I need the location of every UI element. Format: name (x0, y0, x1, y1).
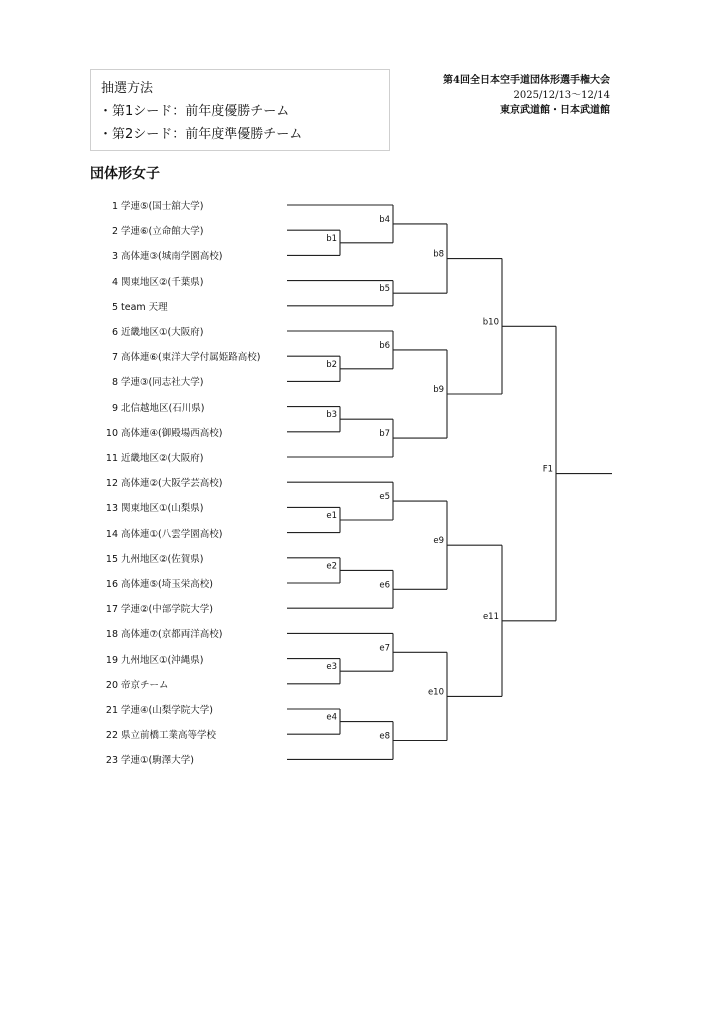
team-number: 8 (111, 377, 118, 389)
team-number: 15 (105, 553, 118, 565)
match-label-b9: b9 (433, 385, 444, 395)
match-label-F1: F1 (542, 464, 553, 475)
match-label-e6: e6 (379, 580, 390, 591)
team-name: 学連④(山梨学院大学) (121, 705, 213, 716)
team-name: 近畿地区①(大阪府) (121, 327, 204, 338)
team-number: 11 (105, 453, 118, 464)
team-number: 5 (111, 301, 118, 313)
team-name: 学連①(駒澤大学) (121, 755, 194, 767)
team-number: 18 (105, 629, 118, 641)
team-number: 16 (105, 579, 118, 590)
team-name: 帝京チーム (121, 679, 169, 691)
match-label-e3: e3 (326, 662, 337, 673)
match-label-e11: e11 (482, 611, 499, 622)
match-label-b10: b10 (482, 317, 499, 328)
team-name: 関東地区①(山梨県) (121, 503, 204, 515)
match-label-b7: b7 (379, 429, 390, 440)
team-name: 九州地区②(佐賀県) (121, 553, 204, 565)
team-number: 22 (105, 730, 118, 742)
team-name: 高体連①(八雲学園高校) (121, 528, 223, 540)
team-number: 7 (111, 352, 118, 364)
team-name: 県立前橋工業高等学校 (121, 730, 217, 742)
team-name: 北信越地区(石川県) (121, 402, 205, 414)
team-name: 関東地区②(千葉県) (121, 276, 204, 288)
match-label-e2: e2 (326, 561, 337, 572)
team-name: 高体連③(城南学園高校) (121, 251, 223, 263)
team-number: 17 (105, 604, 118, 616)
event-venue: 東京武道館・日本武道館 (500, 105, 610, 116)
match-label-e9: e9 (433, 536, 444, 547)
team-number: 3 (111, 251, 118, 263)
team-number: 6 (111, 327, 118, 338)
team-number: 20 (105, 679, 118, 691)
team-name: 学連⑤(国士舘大学) (121, 201, 204, 212)
match-label-e4: e4 (326, 712, 337, 723)
match-label-b5: b5 (379, 284, 390, 295)
team-name: 学連②(中部学院大学) (121, 604, 213, 616)
match-label-b6: b6 (379, 340, 390, 351)
match-label-b2: b2 (326, 359, 337, 370)
team-number: 1 (111, 201, 118, 212)
team-number: 13 (105, 503, 118, 515)
event-dates: 2025/12/13～12/14 (513, 90, 610, 101)
team-name: 九州地区①(沖縄県) (121, 654, 204, 666)
seed-rule-2: ・第2シード：前年度準優勝チーム (99, 127, 303, 142)
match-label-e1: e1 (326, 511, 337, 521)
section-title: 団体形女子 (90, 166, 160, 182)
team-number: 21 (105, 705, 118, 716)
seed-rule-1: ・第1シード：前年度優勝チーム (99, 104, 290, 119)
match-label-b8: b8 (433, 249, 444, 260)
match-label-e8: e8 (379, 731, 390, 742)
match-label-b3: b3 (326, 410, 337, 421)
match-label-e5: e5 (379, 492, 390, 503)
team-number: 2 (111, 226, 118, 238)
team-number: 23 (105, 755, 118, 767)
match-label-e10: e10 (427, 687, 444, 698)
match-label-e7: e7 (379, 643, 390, 654)
team-name: team 天理 (121, 301, 168, 313)
team-number: 14 (105, 528, 118, 540)
team-name: 高体連⑤(埼玉栄高校) (121, 579, 213, 590)
team-name: 学連③(同志社大学) (121, 377, 204, 389)
team-name: 高体連②(大阪学芸高校) (121, 478, 223, 490)
team-number: 10 (105, 427, 118, 439)
match-label-b4: b4 (379, 214, 390, 225)
match-label-b1: b1 (326, 233, 337, 244)
team-number: 12 (105, 478, 118, 490)
team-number: 19 (105, 654, 118, 666)
team-number: 9 (111, 402, 118, 414)
team-number: 4 (111, 276, 118, 288)
selection-method-title: 抽選方法 (101, 81, 154, 96)
team-name: 高体連⑦(京都両洋高校) (121, 629, 223, 641)
team-name: 高体連④(御殿場西高校) (121, 427, 223, 439)
team-name: 学連⑥(立命館大学) (121, 226, 204, 238)
team-name: 高体連⑥(東洋大学付属姫路高校) (121, 352, 261, 364)
team-name: 近畿地区②(大阪府) (121, 453, 204, 464)
event-title: 第4回全日本空手道団体形選手権大会 (443, 75, 610, 86)
